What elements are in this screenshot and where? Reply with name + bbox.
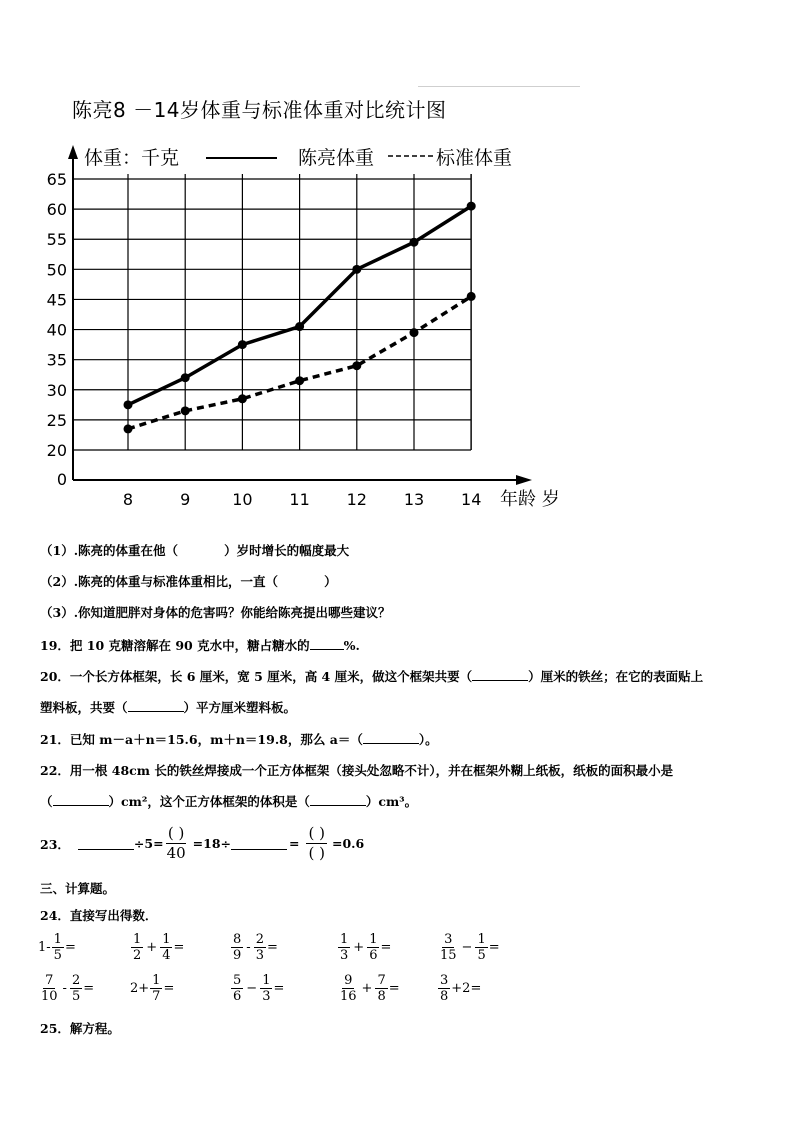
- expression-text: 1-: [38, 940, 51, 955]
- question-1: （1）.陈亮的体重在他（ ）岁时增长的幅度最大: [40, 543, 350, 558]
- data-point: [467, 202, 476, 211]
- denominator: 3: [262, 989, 271, 1004]
- expression-text: −: [461, 940, 473, 955]
- question-22-line2: （ ）cm²，这个正方体框架的体积是（ ）cm³。: [40, 794, 418, 809]
- question-20-line1: 20．一个长方体框架，长 6 厘米，宽 5 厘米，高 4 厘米，做这个框架共要（ ）厘米的铁丝；在它的表面贴上: [40, 669, 704, 684]
- legend-solid-label: 陈亮体重: [298, 147, 375, 169]
- x-axis-label: 年龄 岁: [500, 489, 560, 510]
- expression-text: =: [488, 940, 500, 955]
- numerator: 1: [133, 932, 142, 947]
- calc-expression: [230, 932, 278, 963]
- denominator: 6: [233, 989, 242, 1004]
- fraction: [338, 932, 350, 963]
- calc-expression: [38, 932, 76, 963]
- data-point: [181, 406, 190, 415]
- calc-expression: [230, 973, 284, 1004]
- x-tick-label: 10: [232, 490, 253, 509]
- denominator: 5: [477, 948, 486, 963]
- fraction: [52, 932, 64, 963]
- chart-labels: [47, 170, 560, 510]
- denominator: 5: [53, 948, 62, 963]
- numerator: 1: [53, 932, 62, 947]
- chart-legend: [84, 147, 512, 169]
- fraction: [338, 973, 359, 1004]
- y-axis-unit-label: 体重：千克: [84, 147, 180, 169]
- legend-dashed-label: 标准体重: [436, 147, 513, 169]
- y-origin-label: 0: [56, 470, 67, 489]
- expression-text: =: [380, 940, 392, 955]
- question-19: 19．把 10 克糖溶解在 90 克水中，糖占糖水的 %.: [40, 638, 360, 653]
- answer-blank[interactable]: [128, 699, 184, 712]
- answer-blank[interactable]: [363, 731, 419, 744]
- fraction: [231, 932, 243, 963]
- numerator: 5: [233, 973, 242, 988]
- top-divider: [418, 86, 580, 87]
- data-point: [295, 322, 304, 331]
- numerator: 9: [344, 973, 353, 988]
- calc-expression: [337, 973, 400, 1004]
- answer-blank[interactable]: [231, 837, 287, 850]
- y-tick-label: 45: [46, 290, 67, 310]
- data-point: [467, 292, 476, 301]
- data-point: [238, 394, 247, 403]
- denominator: 2: [133, 948, 142, 963]
- expression-text: -: [62, 981, 67, 996]
- numerator: 2: [255, 932, 264, 947]
- denominator: 10: [41, 989, 58, 1004]
- expression-text: =: [266, 940, 278, 955]
- fraction: [150, 973, 162, 1004]
- denominator: 8: [377, 989, 386, 1004]
- question-2: （2）.陈亮的体重与标准体重相比，一直（ ）: [40, 574, 337, 589]
- expression-text: =: [173, 940, 185, 955]
- expression-text: +: [353, 940, 365, 955]
- data-point: [238, 340, 247, 349]
- denominator: 16: [340, 989, 357, 1004]
- data-point: [410, 238, 419, 247]
- y-tick-label: 60: [46, 200, 67, 220]
- question-24: 24．直接写出得数．: [40, 908, 158, 923]
- expression-text: +: [361, 981, 373, 996]
- fraction: [39, 973, 60, 1004]
- numerator: 2: [71, 973, 81, 988]
- numerator: 3: [444, 932, 453, 947]
- question-23: 23． ÷5= $\frac{( )}{40}$ =18÷ = $\frac{( )}{( )}$ =0.6: [40, 824, 365, 862]
- expression-text: =: [83, 981, 95, 996]
- expression-text: =: [64, 940, 76, 955]
- answer-blank[interactable]: [53, 793, 109, 806]
- question-22-line1: 22．用一根 48cm 长的铁丝焊接成一个正方体框架（接头处忽略不计），并在框架外糊上纸板，纸板的面积最小是: [40, 763, 674, 778]
- denominator: 9: [233, 948, 242, 963]
- expression-text: 2+: [130, 981, 150, 996]
- answer-blank[interactable]: [310, 793, 366, 806]
- y-axis-arrow: [68, 145, 78, 159]
- x-tick-label: 8: [122, 490, 134, 509]
- numerator: 1: [477, 932, 486, 947]
- question-21: 21．已知 m－a＋n＝15.6，m＋n＝19.8，那么 a＝（ ）。: [40, 732, 438, 747]
- denominator: 3: [340, 948, 349, 963]
- data-point: [410, 328, 419, 337]
- y-tick-label: 35: [46, 350, 67, 370]
- denominator: 15: [440, 948, 457, 963]
- expression-text: +2=: [451, 981, 482, 996]
- calc-expression: [437, 973, 481, 1004]
- numerator: 3: [440, 973, 449, 988]
- denominator: 6: [369, 948, 378, 963]
- calc-expression: [130, 973, 174, 1004]
- denominator: 5: [71, 989, 81, 1004]
- data-point: [181, 373, 190, 382]
- fraction: [475, 932, 487, 963]
- y-tick-label: 20: [46, 441, 67, 460]
- data-point: [124, 424, 133, 433]
- expression-text: −: [246, 981, 258, 996]
- x-tick-label: 13: [403, 490, 425, 509]
- fraction: [375, 973, 387, 1004]
- numerator: 1: [152, 973, 161, 988]
- numerator: 1: [369, 932, 378, 947]
- denominator: 7: [152, 989, 161, 1004]
- x-tick-label: 11: [289, 490, 310, 509]
- denominator: 8: [440, 989, 449, 1004]
- calc-expression: [437, 932, 500, 963]
- calc-expression: [130, 932, 184, 963]
- fraction-paren-paren: $\frac{( )}{( )}$: [308, 824, 325, 862]
- fraction: [260, 973, 272, 1004]
- x-tick-label: 12: [346, 490, 367, 509]
- fraction: [438, 932, 459, 963]
- answer-blank[interactable]: [78, 837, 134, 850]
- chart-grid: [73, 174, 471, 450]
- fraction: [70, 973, 82, 1004]
- question-25: 25．解方程。: [40, 1021, 120, 1036]
- data-point: [352, 265, 361, 274]
- fraction: [367, 932, 379, 963]
- expression-text: =: [273, 981, 285, 996]
- data-point: [352, 361, 361, 370]
- y-tick-label: 65: [46, 170, 67, 189]
- question-3: （3）.你知道肥胖对身体的危害吗？你能给陈亮提出哪些建议？: [40, 605, 391, 620]
- y-tick-label: 40: [46, 320, 67, 340]
- calc-expression: [337, 932, 391, 963]
- answer-blank[interactable]: [472, 668, 528, 681]
- fraction: [438, 973, 450, 1004]
- numerator: 1: [340, 932, 349, 947]
- fraction: [254, 932, 266, 963]
- section-3-heading: 三、计算题。: [40, 881, 116, 896]
- expression-text: =: [388, 981, 400, 996]
- x-tick-label: 14: [461, 490, 482, 509]
- question-20-line2: 塑料板，共要（ ）平方厘米塑料板。: [40, 700, 297, 715]
- numerator: 1: [162, 932, 171, 947]
- expression-text: -: [246, 940, 251, 955]
- expression-text: +: [146, 940, 158, 955]
- x-axis-arrow: [516, 475, 532, 485]
- y-tick-label: 25: [46, 410, 67, 430]
- numerator: 7: [45, 973, 54, 988]
- x-tick-label: 9: [180, 490, 191, 509]
- y-tick-label: 50: [46, 260, 67, 280]
- data-point: [124, 400, 133, 409]
- expression-text: =: [163, 981, 175, 996]
- numerator: 1: [262, 973, 271, 988]
- fraction: [231, 973, 243, 1004]
- fraction-paren-40: $\frac{( )}{40}$: [166, 824, 186, 862]
- fraction: [160, 932, 172, 963]
- denominator: 4: [162, 948, 171, 963]
- chart-title: 陈亮8 －14岁体重与标准体重对比统计图: [72, 98, 447, 122]
- data-point: [295, 376, 304, 385]
- answer-blank[interactable]: [310, 637, 344, 650]
- y-tick-label: 30: [46, 380, 67, 400]
- y-tick-label: 55: [46, 230, 67, 250]
- calc-expression: [38, 973, 94, 1004]
- fraction: [131, 932, 143, 963]
- numerator: 7: [377, 973, 386, 988]
- weight-line-chart: [40, 135, 580, 520]
- denominator: 3: [255, 948, 264, 963]
- numerator: 8: [233, 932, 242, 947]
